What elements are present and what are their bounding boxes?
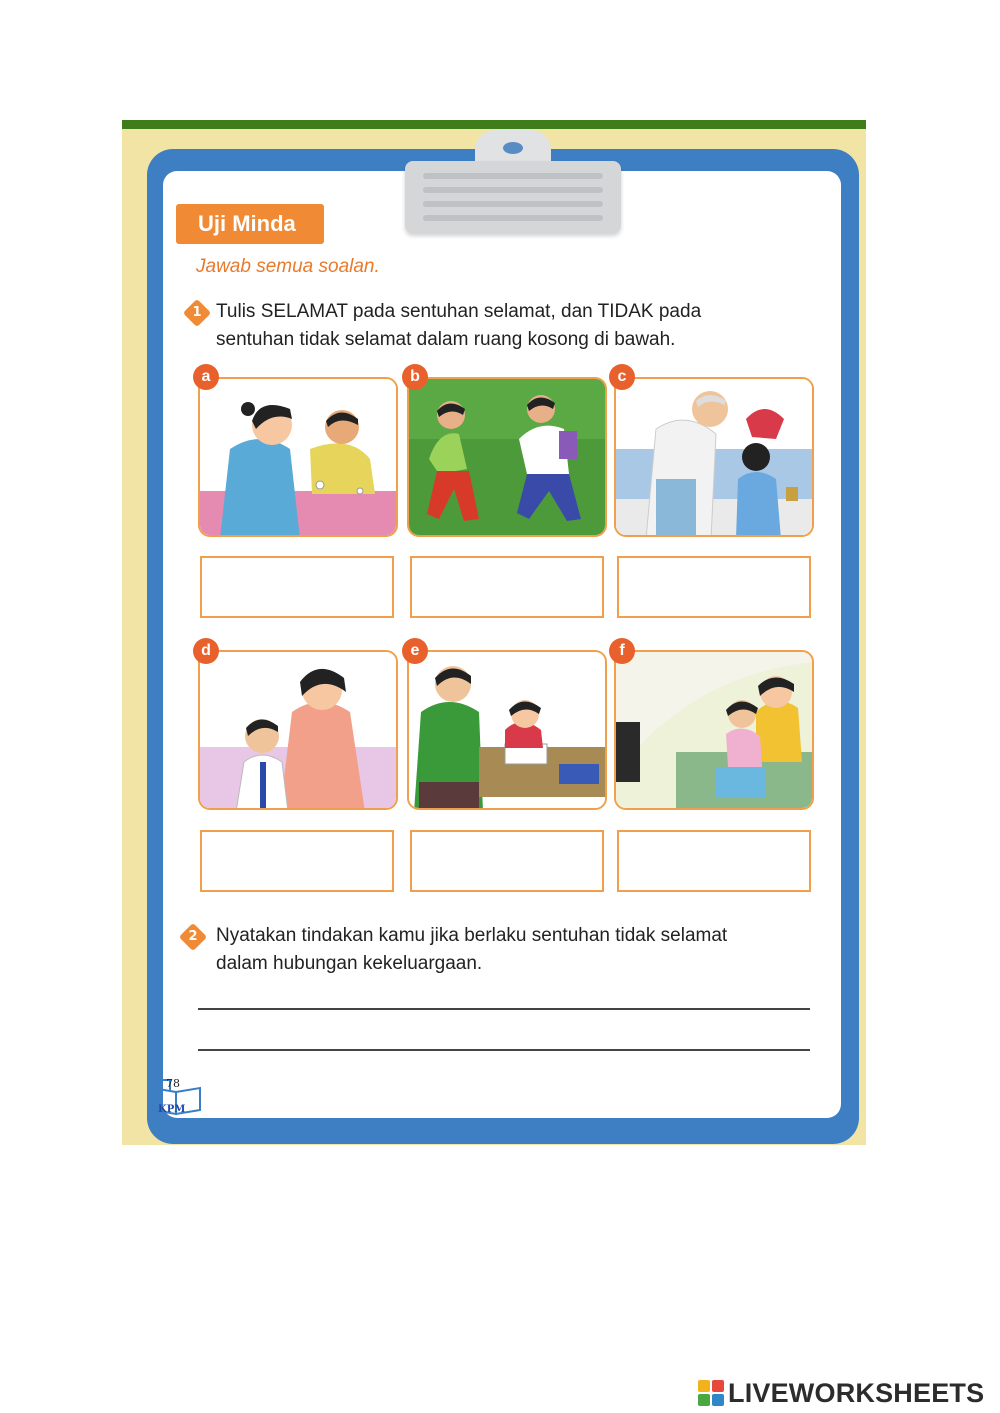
picture-letter-d: d xyxy=(193,638,219,664)
liveworksheets-logo xyxy=(698,1378,984,1408)
question-1-number: 1 xyxy=(192,305,202,320)
picture-letter-b: b xyxy=(402,364,428,390)
picture-f xyxy=(614,650,814,810)
brand-name: LIVEWORKSHEETS xyxy=(728,1377,985,1408)
section-title: Uji Minda xyxy=(176,204,324,244)
question-2-line-2: dalam hubungan kekeluargaan. xyxy=(216,953,483,974)
picture-e xyxy=(407,650,607,810)
question-2-line-1: Nyatakan tindakan kamu jika berlaku sentuhan tidak selamat xyxy=(216,925,728,946)
picture-c xyxy=(614,377,814,537)
picture-d xyxy=(198,650,398,810)
instruction-text: Jawab semua soalan. xyxy=(196,256,380,277)
question-1-badge xyxy=(184,300,210,326)
answer-line-2[interactable] xyxy=(198,1049,810,1051)
picture-b xyxy=(407,377,607,537)
answer-box-a[interactable] xyxy=(200,556,394,618)
question-2-text xyxy=(216,922,727,978)
page-number: 78 xyxy=(166,1077,180,1090)
picture-letter-a: a xyxy=(193,364,219,390)
picture-letter-e: e xyxy=(402,638,428,664)
question-1-line-2: sentuhan tidak selamat dalam ruang kosong di bawah. xyxy=(216,329,676,350)
publisher-label: KPM xyxy=(158,1104,186,1115)
liveworksheets-icon xyxy=(698,1380,724,1406)
clipboard-clip-hole xyxy=(503,142,523,154)
answer-box-e[interactable] xyxy=(410,830,604,892)
question-2-badge xyxy=(180,924,206,950)
answer-box-b[interactable] xyxy=(410,556,604,618)
answer-box-f[interactable] xyxy=(617,830,811,892)
picture-letter-f: f xyxy=(609,638,635,664)
question-1-text xyxy=(216,298,701,354)
answer-box-d[interactable] xyxy=(200,830,394,892)
question-1-line-1: Tulis SELAMAT pada sentuhan selamat, dan TIDAK pada xyxy=(216,301,702,322)
answer-line-1[interactable] xyxy=(198,1008,810,1010)
picture-letter-c: c xyxy=(609,364,635,390)
clipboard-clip xyxy=(405,161,621,233)
picture-a xyxy=(198,377,398,537)
question-2-number: 2 xyxy=(188,929,198,944)
answer-box-c[interactable] xyxy=(617,556,811,618)
